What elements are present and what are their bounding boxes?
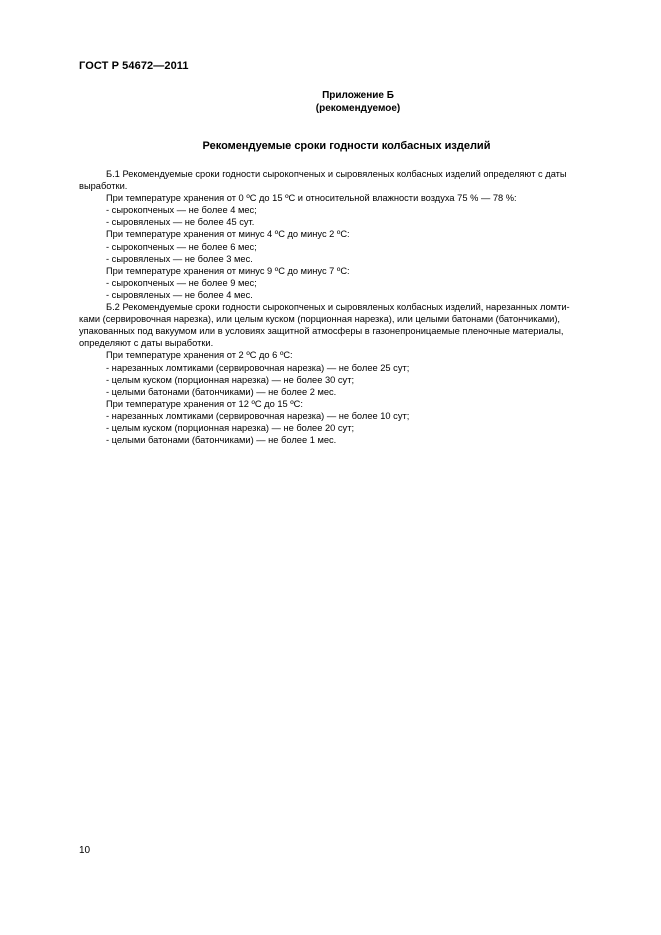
condition-heading: При температуре хранения от минус 4 ºС до минус 2 ºС: [106,229,350,240]
list-item: - сырокопченых — не более 6 мес; [106,241,257,252]
clause-b1-line: выработки. [79,181,128,192]
list-item: - сыровяленых — не более 45 сут. [106,217,255,228]
standard-code: ГОСТ Р 54672—2011 [79,60,189,72]
appendix-heading [0,89,661,115]
section-title: Рекомендуемые сроки годности колбасных изделий [202,140,491,152]
list-item: - сыровяленых — не более 4 мес. [106,289,253,300]
appendix-title: Приложение Б [322,90,394,101]
clause-b1-line: Б.1 Рекомендуемые сроки годности сырокопченых и сыровяленых колбасных изделий определяют с даты [106,169,567,179]
clause-b2-line: Б.2 Рекомендуемые сроки годности сырокопченых и сыровяленых колбасных изделий, нарезанных ломти- [106,302,570,313]
page-number: 10 [79,845,91,856]
condition-heading: При температуре хранения от минус 9 ºС до минус 7 ºС: [106,265,350,276]
list-item: - целым куском (порционная нарезка) — не более 30 сут; [106,374,355,385]
condition-heading: При температуре хранения от 12 ºС до 15 ºС: [106,398,303,409]
list-item: - целыми батонами (батончиками) — не более 2 мес. [106,386,337,397]
list-item: - нарезанных ломтиками (сервировочная нарезка) — не более 25 сут; [106,362,410,373]
condition-heading: При температуре хранения от 0 ºС до 15 ºС и относительной влажности воздуха 75 % — 78 %: [106,193,517,204]
document-body [79,168,614,446]
clause-b2-line: определяют с даты выработки. [79,338,214,349]
list-item: - целыми батонами (батончиками) — не более 1 мес. [106,435,337,446]
list-item: - сыровяленых — не более 3 мес. [106,253,253,264]
list-item: - нарезанных ломтиками (сервировочная нарезка) — не более 10 сут; [106,410,410,421]
list-item: - целым куском (порционная нарезка) — не более 20 сут; [106,422,355,433]
list-item: - сырокопченых — не более 4 мес; [106,205,257,216]
list-item: - сырокопченых — не более 9 мес; [106,277,257,288]
clause-b2-line: упакованных под вакуумом или в условиях защитной атмосферы в газонепроницаемые пленочные материалы, [79,326,564,337]
condition-heading: При температуре хранения от 2 ºС до 6 ºС: [106,350,293,361]
appendix-status: (рекомендуемое) [315,103,401,114]
clause-b2-line: ками (сервировочная нарезка), или целым куском (порционная нарезка), или целыми батонами (батончиками), [79,314,561,325]
